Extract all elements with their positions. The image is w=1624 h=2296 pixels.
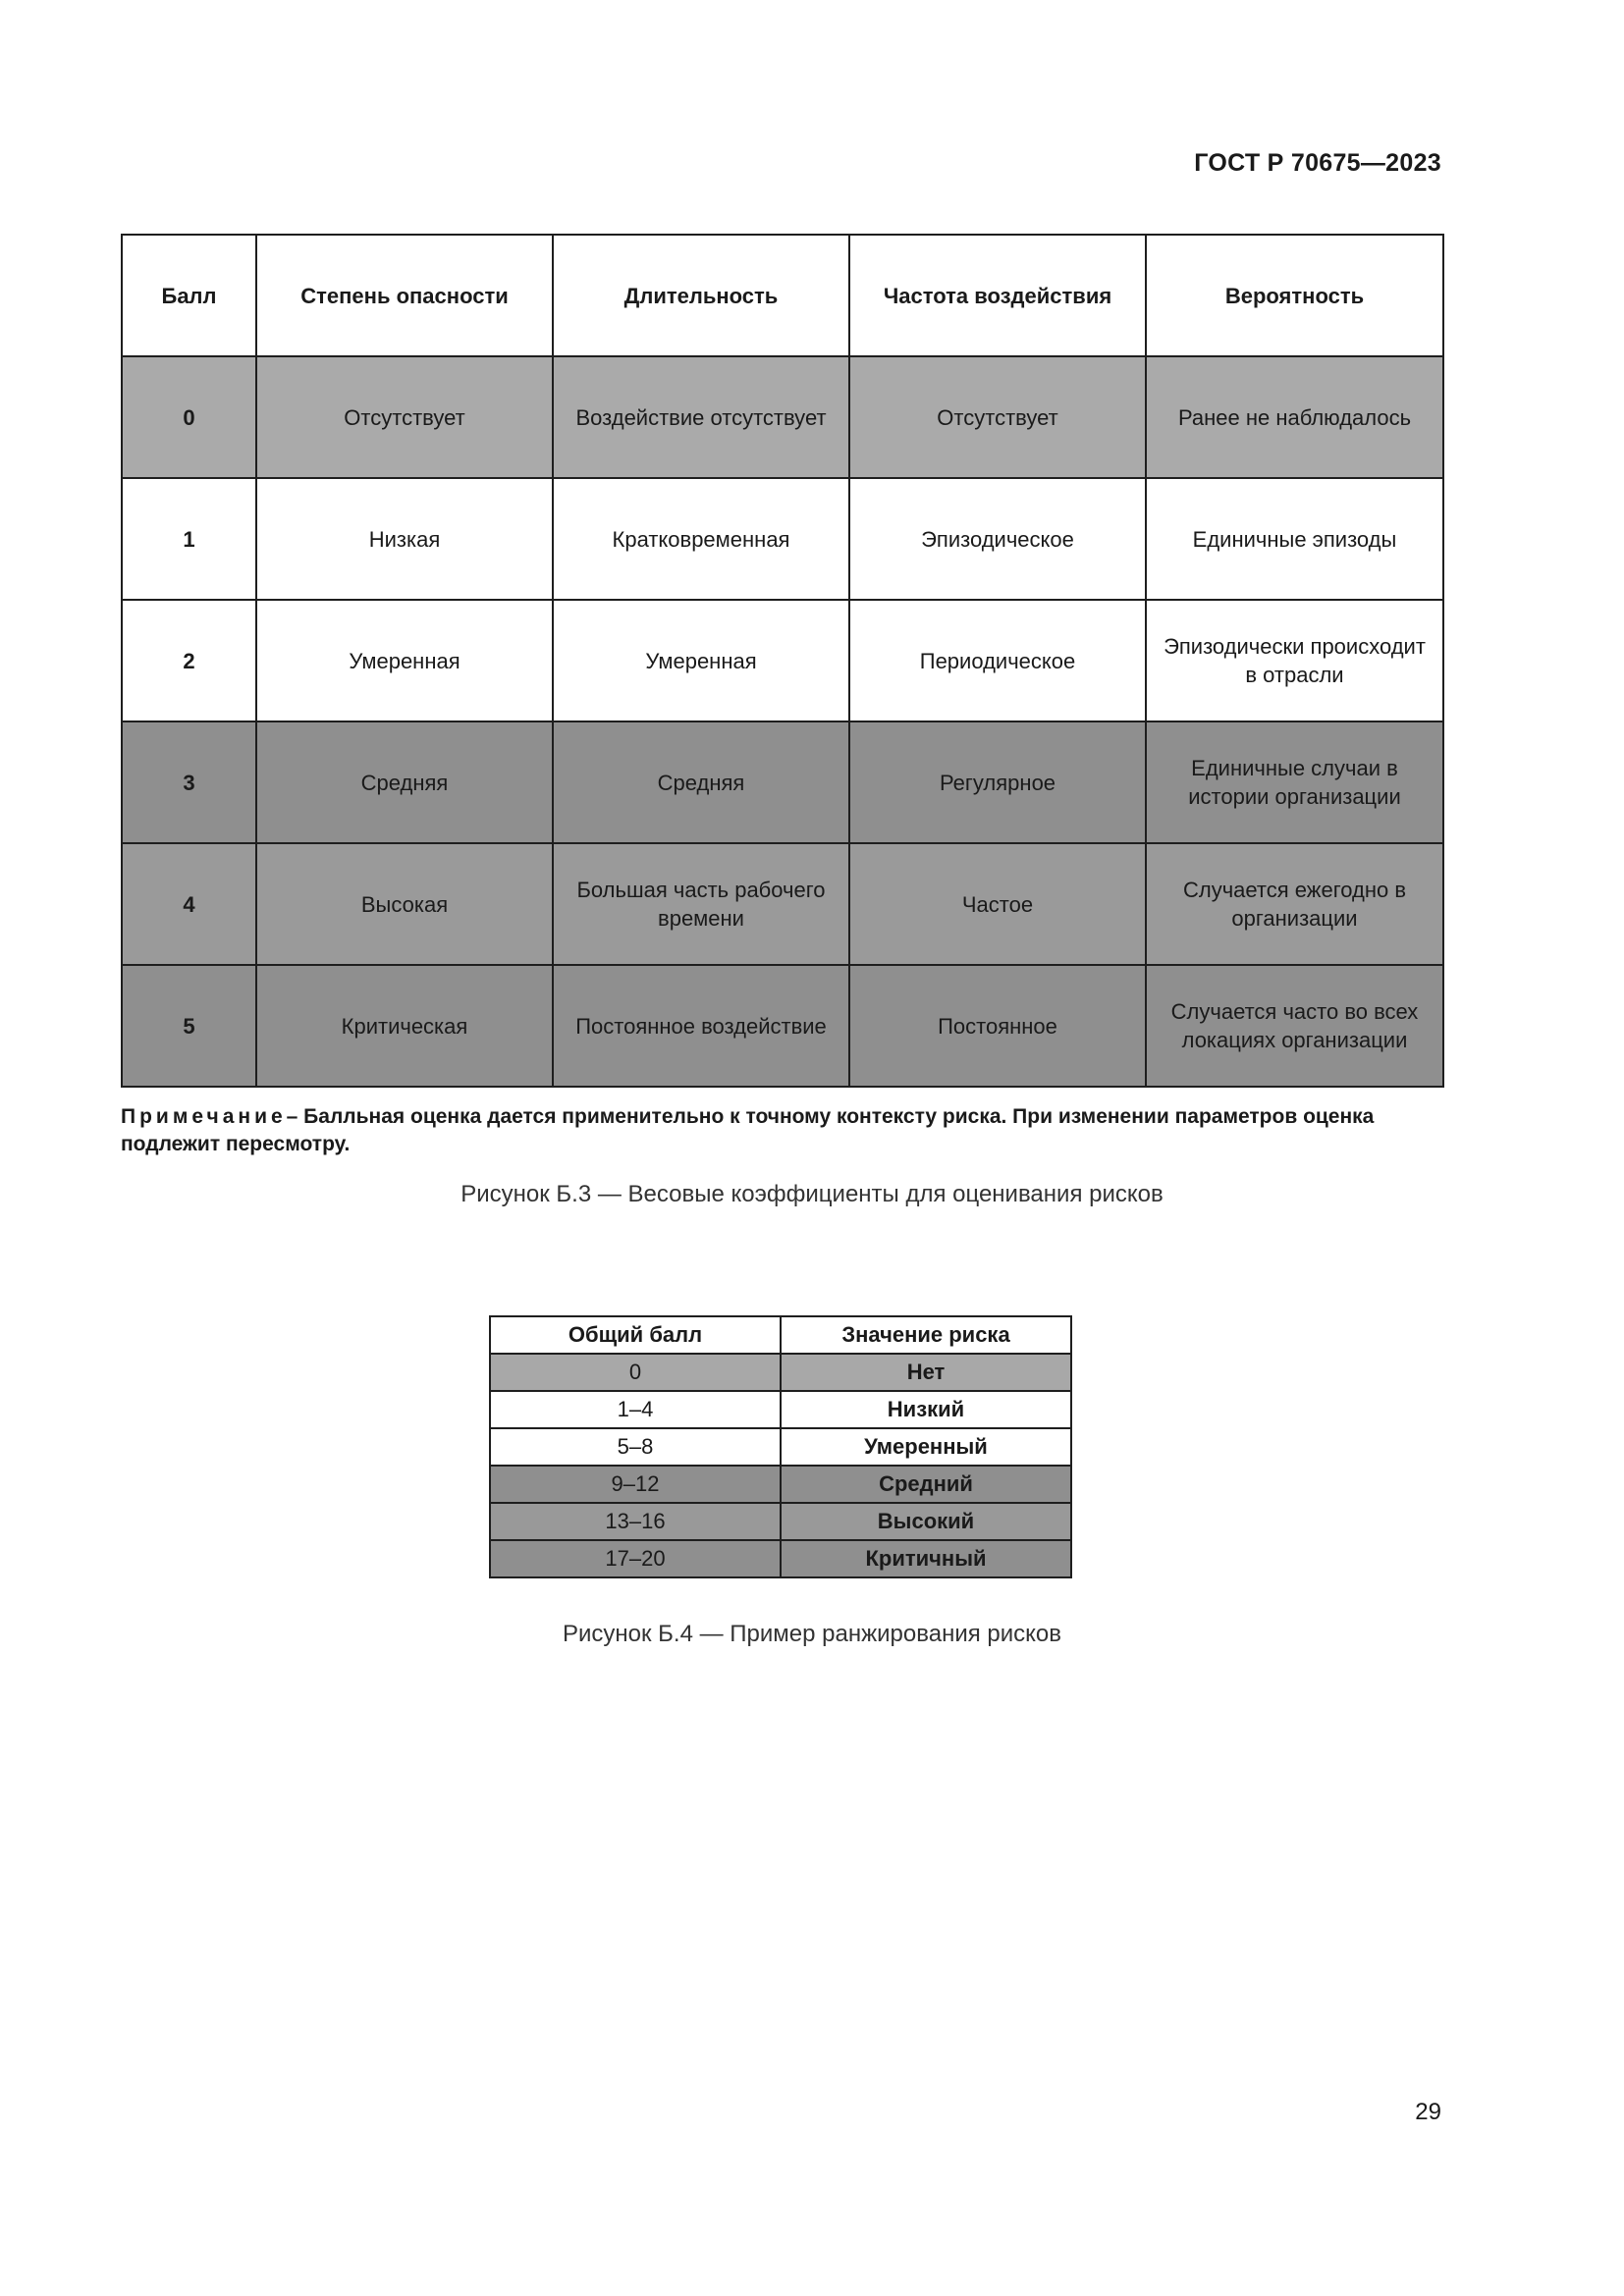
frequency-cell: Периодическое <box>849 600 1146 721</box>
column-header-total-score: Общий балл <box>490 1316 781 1354</box>
table-header-row <box>490 1316 1071 1354</box>
score-cell: 1 <box>122 478 256 600</box>
table-header-row <box>122 235 1443 356</box>
total-score-cell: 9–12 <box>490 1466 781 1503</box>
score-cell: 4 <box>122 843 256 965</box>
frequency-cell: Регулярное <box>849 721 1146 843</box>
severity-cell: Средняя <box>256 721 553 843</box>
total-score-cell: 0 <box>490 1354 781 1391</box>
risk-value-cell: Низкий <box>781 1391 1071 1428</box>
table-row <box>490 1391 1071 1428</box>
table-note <box>121 1103 1442 1158</box>
figure-caption-b4: Рисунок Б.4 — Пример ранжирования рисков <box>562 1621 1062 1647</box>
risk-ranking-table <box>489 1315 1072 1578</box>
column-header-probability: Вероятность <box>1146 235 1443 356</box>
probability-cell: Единичные случаи в истории организации <box>1146 721 1443 843</box>
note-text: – Балльная оценка дается применительно к точному контексту риска. При изменении параметров оценка подлежит пересмотру. <box>121 1105 1375 1155</box>
risk-value-cell: Средний <box>781 1466 1071 1503</box>
frequency-cell: Эпизодическое <box>849 478 1146 600</box>
table-row <box>122 965 1443 1087</box>
column-header-duration: Длительность <box>553 235 849 356</box>
duration-cell: Умеренная <box>553 600 849 721</box>
risk-value-cell: Высокий <box>781 1503 1071 1540</box>
score-cell: 3 <box>122 721 256 843</box>
probability-cell: Случается ежегодно в организации <box>1146 843 1443 965</box>
table-row <box>490 1354 1071 1391</box>
column-header-risk-value: Значение риска <box>781 1316 1071 1354</box>
table-row <box>122 721 1443 843</box>
table-row <box>490 1466 1071 1503</box>
score-cell: 0 <box>122 356 256 478</box>
frequency-cell: Отсутствует <box>849 356 1146 478</box>
total-score-cell: 13–16 <box>490 1503 781 1540</box>
table-row <box>122 843 1443 965</box>
duration-cell: Средняя <box>553 721 849 843</box>
table-row <box>490 1503 1071 1540</box>
severity-cell: Отсутствует <box>256 356 553 478</box>
risk-value-cell: Нет <box>781 1354 1071 1391</box>
duration-cell: Воздействие отсутствует <box>553 356 849 478</box>
probability-cell: Ранее не наблюдалось <box>1146 356 1443 478</box>
document-code: ГОСТ Р 70675—2023 <box>1194 149 1441 177</box>
probability-cell: Эпизодически происходит в отрасли <box>1146 600 1443 721</box>
figure-caption-b3: Рисунок Б.3 — Весовые коэффициенты для оценивания рисков <box>460 1181 1164 1207</box>
risk-value-cell: Критичный <box>781 1540 1071 1577</box>
total-score-cell: 1–4 <box>490 1391 781 1428</box>
risk-weights-table <box>121 234 1444 1088</box>
table-row <box>490 1428 1071 1466</box>
total-score-cell: 5–8 <box>490 1428 781 1466</box>
column-header-severity: Степень опасности <box>256 235 553 356</box>
score-cell: 2 <box>122 600 256 721</box>
table-row <box>490 1540 1071 1577</box>
duration-cell: Кратковременная <box>553 478 849 600</box>
table-row <box>122 356 1443 478</box>
severity-cell: Низкая <box>256 478 553 600</box>
probability-cell: Единичные эпизоды <box>1146 478 1443 600</box>
total-score-cell: 17–20 <box>490 1540 781 1577</box>
page-number: 29 <box>1415 2099 1441 2125</box>
frequency-cell: Частое <box>849 843 1146 965</box>
column-header-frequency: Частота воздействия <box>849 235 1146 356</box>
frequency-cell: Постоянное <box>849 965 1146 1087</box>
duration-cell: Большая часть рабочего времени <box>553 843 849 965</box>
risk-value-cell: Умеренный <box>781 1428 1071 1466</box>
probability-cell: Случается часто во всех локациях организации <box>1146 965 1443 1087</box>
column-header-score: Балл <box>122 235 256 356</box>
severity-cell: Умеренная <box>256 600 553 721</box>
note-label: Примечание <box>121 1105 287 1128</box>
table-row <box>122 600 1443 721</box>
table-row <box>122 478 1443 600</box>
severity-cell: Критическая <box>256 965 553 1087</box>
severity-cell: Высокая <box>256 843 553 965</box>
score-cell: 5 <box>122 965 256 1087</box>
duration-cell: Постоянное воздействие <box>553 965 849 1087</box>
